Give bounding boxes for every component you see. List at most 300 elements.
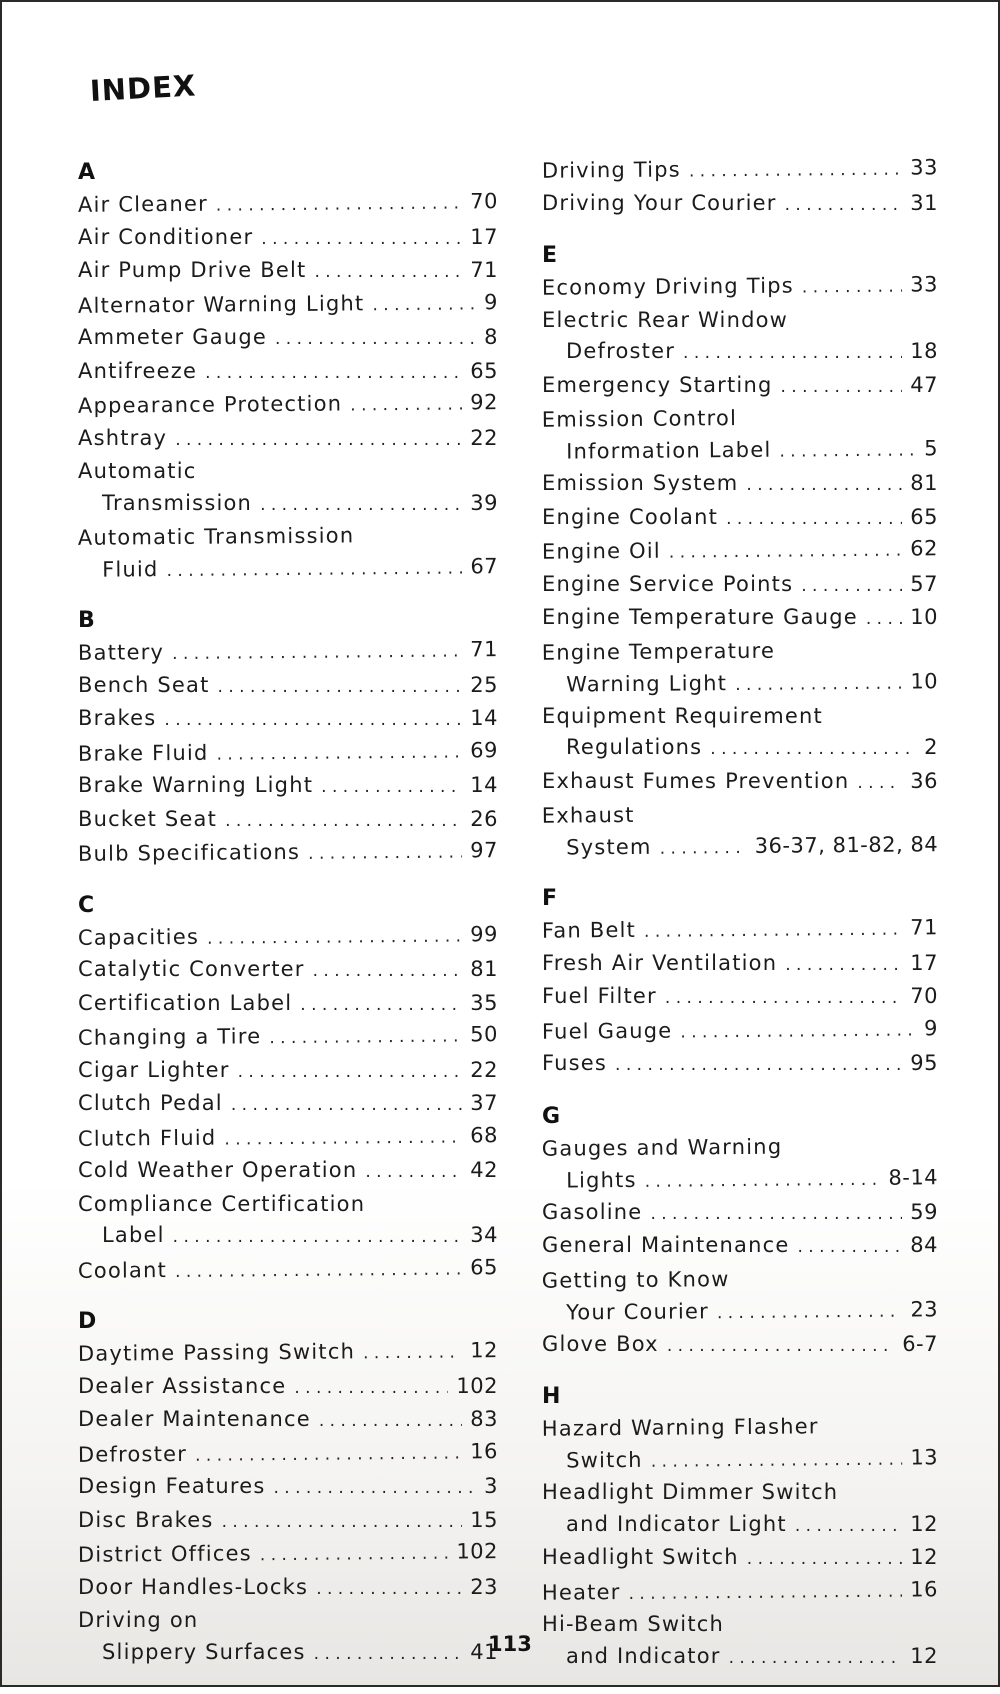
entry-line bbox=[78, 287, 498, 324]
entry-line bbox=[542, 468, 938, 502]
entry-term: Air Cleaner bbox=[77, 191, 208, 217]
entry-line bbox=[542, 981, 938, 1015]
index-entry bbox=[78, 1252, 498, 1289]
dot-leader bbox=[747, 1544, 903, 1576]
dot-leader bbox=[275, 324, 476, 356]
entry-term: Brakes bbox=[78, 706, 157, 730]
entry-page-ref: 31 bbox=[910, 190, 938, 215]
index-entry bbox=[542, 912, 938, 949]
index-section bbox=[78, 606, 498, 871]
dot-leader bbox=[710, 734, 916, 766]
entry-page-ref: 9 bbox=[483, 289, 499, 314]
index-entry bbox=[78, 1572, 498, 1606]
index-section bbox=[78, 891, 498, 1288]
dot-leader bbox=[665, 983, 902, 1015]
entry-page-ref: 41 bbox=[470, 1639, 498, 1664]
entry-page-ref: 36-37, 81-82, 84 bbox=[754, 831, 939, 858]
index-entry bbox=[542, 1477, 938, 1542]
dot-leader bbox=[729, 1643, 903, 1675]
index-entry bbox=[78, 670, 498, 704]
entry-line bbox=[78, 1404, 498, 1438]
entry-page-ref: 17 bbox=[470, 224, 498, 249]
entry-term: Switch bbox=[566, 1447, 643, 1473]
entry-page-ref: 8 bbox=[484, 325, 498, 349]
dot-leader bbox=[683, 338, 902, 370]
entry-term: Headlight Switch bbox=[542, 1545, 739, 1569]
index-entry bbox=[542, 1574, 938, 1611]
entry-term: General Maintenance bbox=[542, 1233, 790, 1257]
dot-leader bbox=[319, 1406, 462, 1438]
entry-line bbox=[78, 551, 498, 588]
entry-term: Antifreeze bbox=[78, 358, 198, 383]
entry-page-ref: 16 bbox=[470, 1438, 499, 1463]
dot-leader bbox=[726, 504, 902, 536]
entry-term: Brake Warning Light bbox=[78, 773, 314, 797]
entry-term: Driving on bbox=[78, 1608, 199, 1632]
entry-term: Engine Temperature bbox=[541, 638, 776, 665]
page-title: INDEX bbox=[89, 68, 198, 108]
index-entry bbox=[78, 519, 499, 588]
index-entry bbox=[78, 919, 498, 956]
entry-line bbox=[78, 186, 498, 223]
entry-term: Emergency Starting bbox=[542, 372, 773, 397]
dot-leader bbox=[644, 915, 903, 949]
entry-line bbox=[78, 1536, 498, 1573]
index-entry bbox=[78, 356, 498, 390]
entry-line bbox=[78, 1572, 498, 1606]
section-letter: A bbox=[78, 160, 96, 185]
entry-term: Clutch Fluid bbox=[77, 1125, 217, 1151]
dot-leader bbox=[802, 272, 903, 304]
index-entry bbox=[78, 1189, 498, 1254]
entry-term: Driving Tips bbox=[541, 157, 681, 183]
index-entry bbox=[78, 1536, 498, 1573]
entry-line bbox=[542, 602, 938, 636]
dot-leader bbox=[689, 155, 903, 188]
entry-line bbox=[542, 269, 938, 306]
entry-page-ref: 71 bbox=[910, 915, 939, 940]
entry-page-ref: 34 bbox=[470, 1223, 498, 1247]
entry-line bbox=[78, 1019, 498, 1056]
index-section bbox=[542, 1382, 938, 1674]
dot-leader bbox=[269, 1021, 462, 1054]
entry-page-ref: 14 bbox=[470, 773, 498, 797]
entry-page-ref: 69 bbox=[470, 737, 499, 762]
index-entry bbox=[542, 981, 938, 1015]
entry-line bbox=[78, 1220, 498, 1254]
dot-leader bbox=[175, 425, 462, 457]
entry-page-ref: 92 bbox=[470, 390, 499, 415]
dot-leader bbox=[175, 1254, 463, 1288]
entry-page-ref: 81 bbox=[910, 471, 938, 495]
entry-line bbox=[78, 222, 498, 256]
dot-leader bbox=[746, 470, 902, 502]
index-entry bbox=[542, 634, 939, 702]
entry-page-ref: 62 bbox=[910, 536, 939, 561]
entry-page-ref: 8-14 bbox=[888, 1164, 939, 1189]
dot-leader bbox=[308, 837, 462, 870]
dot-leader bbox=[645, 1164, 881, 1198]
entry-page-ref: 47 bbox=[910, 372, 938, 397]
entry-page-ref: 22 bbox=[470, 425, 498, 450]
entry-line bbox=[542, 305, 938, 337]
entry-page-ref: 81 bbox=[470, 957, 498, 981]
index-entry bbox=[542, 797, 939, 865]
dot-leader bbox=[779, 435, 916, 468]
entry-term: Dealer Maintenance bbox=[78, 1407, 311, 1431]
dot-leader bbox=[222, 1507, 463, 1539]
index-entry bbox=[542, 602, 938, 636]
entry-term: Engine Temperature Gauge bbox=[542, 605, 858, 629]
index-entry bbox=[78, 387, 498, 424]
dot-leader bbox=[628, 1576, 902, 1610]
entry-term: Certification Label bbox=[78, 990, 293, 1015]
entry-line bbox=[78, 1436, 498, 1473]
dot-leader bbox=[801, 571, 902, 603]
entry-line bbox=[78, 1505, 498, 1539]
entry-page-ref: 12 bbox=[470, 1338, 499, 1363]
entry-line bbox=[542, 1329, 938, 1363]
entry-term: Defroster bbox=[566, 339, 676, 363]
index-entry bbox=[78, 1505, 498, 1539]
entry-line bbox=[78, 770, 498, 804]
entry-page-ref: 36 bbox=[910, 768, 938, 793]
index-entry bbox=[78, 1088, 498, 1122]
entry-page-ref: 99 bbox=[470, 921, 499, 946]
entry-page-ref: 13 bbox=[910, 1444, 939, 1470]
entry-line bbox=[78, 519, 498, 554]
dot-leader bbox=[314, 1639, 463, 1671]
entry-line bbox=[78, 387, 498, 424]
entry-line bbox=[542, 1013, 938, 1050]
entry-page-ref: 97 bbox=[470, 838, 499, 863]
index-entry bbox=[78, 1471, 498, 1505]
index-entry bbox=[542, 1048, 938, 1082]
entry-term: Fuel Gauge bbox=[541, 1018, 673, 1044]
index-entry bbox=[78, 1155, 498, 1189]
entry-line bbox=[542, 912, 938, 949]
entry-page-ref: 50 bbox=[470, 1022, 499, 1047]
dot-leader bbox=[781, 372, 903, 404]
entry-line bbox=[78, 1155, 498, 1189]
entry-page-ref: 65 bbox=[470, 358, 498, 383]
section-letter: F bbox=[542, 886, 558, 911]
dot-leader bbox=[363, 1337, 462, 1369]
index-entry bbox=[542, 1329, 938, 1363]
section-letter: D bbox=[78, 1309, 97, 1334]
entry-line bbox=[542, 1574, 938, 1611]
entry-line bbox=[78, 488, 498, 522]
dot-leader bbox=[314, 257, 462, 289]
index-entry bbox=[542, 1013, 938, 1050]
entry-term: Electric Rear Window bbox=[542, 307, 789, 332]
entry-line bbox=[542, 665, 938, 702]
entry-term: Battery bbox=[77, 640, 165, 665]
index-entry bbox=[78, 222, 498, 256]
entry-term: Cigar Lighter bbox=[78, 1057, 230, 1082]
dot-leader bbox=[238, 1057, 463, 1089]
entry-line bbox=[542, 1048, 938, 1082]
entry-term: Engine Coolant bbox=[542, 504, 719, 529]
entry-line bbox=[78, 735, 498, 772]
entry-line bbox=[542, 1293, 938, 1330]
dot-leader bbox=[795, 1511, 902, 1543]
entry-term: Catalytic Converter bbox=[78, 957, 305, 981]
entry-term: Transmission bbox=[102, 490, 253, 515]
entry-term: Dealer Assistance bbox=[78, 1373, 287, 1398]
entry-line bbox=[542, 634, 938, 669]
entry-term: Bucket Seat bbox=[78, 806, 218, 831]
dot-leader bbox=[205, 358, 462, 390]
section-letter: H bbox=[542, 1384, 561, 1409]
entry-term: Exhaust Fumes Prevention bbox=[542, 768, 850, 793]
dot-leader bbox=[667, 1331, 894, 1363]
index-entry bbox=[542, 370, 938, 404]
entry-page-ref: 83 bbox=[470, 1407, 498, 1431]
entry-page-ref: 33 bbox=[910, 155, 939, 180]
entry-line bbox=[542, 533, 938, 570]
entry-term: Brake Fluid bbox=[77, 740, 209, 766]
index-entry bbox=[542, 766, 938, 800]
index-entry bbox=[542, 188, 938, 222]
entry-page-ref: 65 bbox=[910, 504, 938, 529]
entry-term: Slippery Surfaces bbox=[102, 1639, 306, 1664]
dot-leader bbox=[321, 772, 462, 804]
entry-term: Automatic bbox=[78, 459, 197, 483]
entry-term: Appearance Protection bbox=[77, 391, 343, 418]
entry-page-ref: 70 bbox=[470, 189, 499, 214]
dot-leader bbox=[857, 768, 902, 800]
entry-line bbox=[78, 1055, 498, 1089]
entry-line bbox=[542, 188, 938, 222]
entry-page-ref: 14 bbox=[470, 706, 498, 730]
entry-line bbox=[542, 1609, 938, 1641]
entry-term: Air Pump Drive Belt bbox=[78, 258, 307, 282]
entry-page-ref: 10 bbox=[910, 605, 938, 629]
dot-leader bbox=[785, 950, 902, 982]
section-letter: G bbox=[542, 1103, 561, 1129]
entry-term: Glove Box bbox=[542, 1331, 659, 1356]
entry-term: Disc Brakes bbox=[78, 1507, 214, 1532]
index-entry bbox=[78, 703, 498, 737]
entry-term: Heater bbox=[541, 1579, 621, 1605]
entry-term: Changing a Tire bbox=[77, 1024, 262, 1050]
index-entry bbox=[78, 954, 498, 988]
entry-line bbox=[78, 988, 498, 1022]
entry-line bbox=[542, 569, 938, 603]
entry-page-ref: 12 bbox=[910, 1511, 938, 1536]
index-entry bbox=[542, 269, 938, 306]
entry-line bbox=[78, 1371, 498, 1405]
dot-leader bbox=[166, 553, 462, 587]
entry-term: Warning Light bbox=[566, 670, 728, 696]
entry-line bbox=[542, 766, 938, 800]
entry-page-ref: 35 bbox=[470, 990, 498, 1015]
entry-line bbox=[78, 835, 498, 872]
entry-term: Regulations bbox=[566, 735, 703, 759]
entry-term: Bulb Specifications bbox=[77, 839, 301, 866]
entry-line bbox=[78, 954, 498, 988]
entry-line bbox=[78, 1335, 498, 1372]
section-letter: E bbox=[542, 243, 558, 268]
entry-term: Economy Driving Tips bbox=[541, 273, 794, 300]
entry-line bbox=[542, 732, 938, 766]
entry-term: Gasoline bbox=[542, 1199, 643, 1224]
dot-leader bbox=[216, 737, 462, 771]
entry-term: Capacities bbox=[77, 924, 200, 950]
entry-page-ref: 25 bbox=[470, 672, 498, 697]
index-entry bbox=[542, 569, 938, 603]
index-entry bbox=[78, 1019, 498, 1056]
entry-term: Cold Weather Operation bbox=[78, 1158, 358, 1182]
index-entry bbox=[78, 456, 498, 521]
entry-term: Your Courier bbox=[566, 1298, 709, 1324]
entry-term: Fluid bbox=[102, 556, 159, 582]
dot-leader bbox=[164, 705, 462, 737]
dot-leader bbox=[785, 190, 903, 222]
entry-page-ref: 57 bbox=[910, 571, 938, 596]
entry-page-ref: 71 bbox=[470, 258, 498, 282]
section-letter: B bbox=[78, 608, 95, 633]
entry-line bbox=[78, 255, 498, 289]
index-entry bbox=[78, 1055, 498, 1089]
index-section bbox=[542, 1102, 938, 1363]
entry-term: Clutch Pedal bbox=[78, 1091, 223, 1115]
index-entry bbox=[542, 468, 938, 502]
index-entry bbox=[78, 1120, 498, 1157]
entry-term: Getting to Know bbox=[541, 1266, 730, 1293]
index-entry bbox=[542, 1130, 939, 1198]
index-entry bbox=[542, 533, 938, 570]
dot-leader bbox=[300, 990, 462, 1022]
dot-leader bbox=[316, 1574, 462, 1606]
index-entry bbox=[78, 1605, 498, 1670]
entry-line bbox=[542, 1197, 938, 1231]
entry-line bbox=[78, 423, 498, 457]
dot-leader bbox=[173, 1222, 463, 1254]
entry-page-ref: 3 bbox=[484, 1474, 498, 1498]
entry-line bbox=[78, 1088, 498, 1122]
entry-term: and Indicator Light bbox=[566, 1511, 787, 1536]
entry-line bbox=[542, 1509, 938, 1543]
entry-page-ref: 39 bbox=[470, 490, 498, 515]
entry-page-ref: 42 bbox=[470, 1158, 498, 1182]
entry-line bbox=[78, 1189, 498, 1221]
entry-term: Hazard Warning Flasher bbox=[541, 1414, 819, 1441]
entry-term: and Indicator bbox=[566, 1643, 721, 1668]
entry-line bbox=[542, 336, 938, 370]
entry-line bbox=[542, 433, 938, 470]
dot-leader bbox=[669, 536, 903, 570]
entry-term: Information Label bbox=[566, 437, 772, 464]
dot-leader bbox=[660, 832, 747, 864]
entry-term: Emission System bbox=[542, 471, 739, 495]
dot-leader bbox=[735, 668, 903, 701]
entry-line bbox=[542, 948, 938, 982]
entry-page-ref: 102 bbox=[456, 1373, 498, 1398]
entry-term: Air Conditioner bbox=[78, 224, 254, 249]
dot-leader bbox=[260, 1539, 449, 1572]
index-entry bbox=[542, 1230, 938, 1264]
entry-page-ref: 22 bbox=[470, 1057, 498, 1082]
entry-term: System bbox=[566, 834, 652, 860]
entry-line bbox=[542, 401, 938, 436]
entry-line bbox=[542, 1442, 938, 1479]
dot-leader bbox=[866, 604, 902, 636]
entry-term: Fuel Filter bbox=[542, 984, 657, 1008]
dot-leader bbox=[350, 389, 462, 421]
index-entry bbox=[78, 770, 498, 804]
dot-leader bbox=[313, 956, 463, 988]
entry-term: Ashtray bbox=[78, 425, 168, 450]
entry-line bbox=[542, 701, 938, 733]
entry-term: Driving Your Courier bbox=[542, 190, 777, 215]
entry-page-ref: 16 bbox=[910, 1576, 939, 1602]
entry-line bbox=[542, 152, 938, 189]
entry-line bbox=[542, 797, 938, 832]
entry-term: Exhaust bbox=[541, 802, 635, 828]
entry-page-ref: 59 bbox=[910, 1199, 938, 1224]
entry-line bbox=[542, 1641, 938, 1675]
dot-leader bbox=[797, 1232, 902, 1264]
index-entry bbox=[78, 322, 498, 356]
entry-page-ref: 5 bbox=[924, 435, 939, 460]
entry-page-ref: 18 bbox=[910, 339, 938, 363]
entry-line bbox=[78, 703, 498, 737]
entry-line bbox=[542, 829, 938, 866]
entry-term: Engine Service Points bbox=[542, 571, 794, 596]
entry-term: Equipment Requirement bbox=[542, 703, 823, 728]
entry-page-ref: 26 bbox=[470, 806, 498, 831]
entry-term: Alternator Warning Light bbox=[77, 290, 365, 318]
entry-line bbox=[78, 919, 498, 956]
dot-leader bbox=[650, 1199, 902, 1231]
entry-term: Label bbox=[102, 1223, 165, 1247]
dot-leader bbox=[294, 1373, 448, 1405]
entry-line bbox=[542, 1542, 938, 1576]
index-entry bbox=[542, 1542, 938, 1576]
entry-page-ref: 17 bbox=[910, 950, 938, 975]
entry-page-ref: 68 bbox=[470, 1122, 499, 1147]
entry-line bbox=[78, 1605, 498, 1637]
index-entry bbox=[542, 1609, 938, 1674]
entry-term: Lights bbox=[566, 1166, 637, 1192]
index-entry bbox=[78, 735, 498, 772]
entry-term: Headlight Dimmer Switch bbox=[542, 1480, 839, 1504]
dot-leader bbox=[651, 1444, 903, 1478]
entry-term: District Offices bbox=[77, 1541, 252, 1567]
index-entry bbox=[78, 988, 498, 1022]
dot-leader bbox=[261, 224, 462, 256]
entry-line bbox=[78, 356, 498, 390]
dot-leader bbox=[195, 1438, 462, 1472]
page-number: 113 bbox=[488, 1632, 532, 1656]
entry-line bbox=[78, 1471, 498, 1505]
dot-leader bbox=[231, 1090, 462, 1122]
entry-page-ref: 33 bbox=[910, 272, 939, 297]
entry-term: Coolant bbox=[77, 1257, 168, 1283]
index-entry bbox=[78, 255, 498, 289]
dot-leader bbox=[225, 806, 462, 838]
index-entry bbox=[542, 152, 938, 189]
dot-leader bbox=[372, 289, 476, 321]
index-section bbox=[78, 158, 498, 586]
entry-page-ref: 102 bbox=[456, 1539, 499, 1564]
index-entry bbox=[542, 1197, 938, 1231]
index-section bbox=[542, 241, 938, 864]
index-entry bbox=[542, 1262, 939, 1330]
dot-leader bbox=[273, 1473, 476, 1505]
